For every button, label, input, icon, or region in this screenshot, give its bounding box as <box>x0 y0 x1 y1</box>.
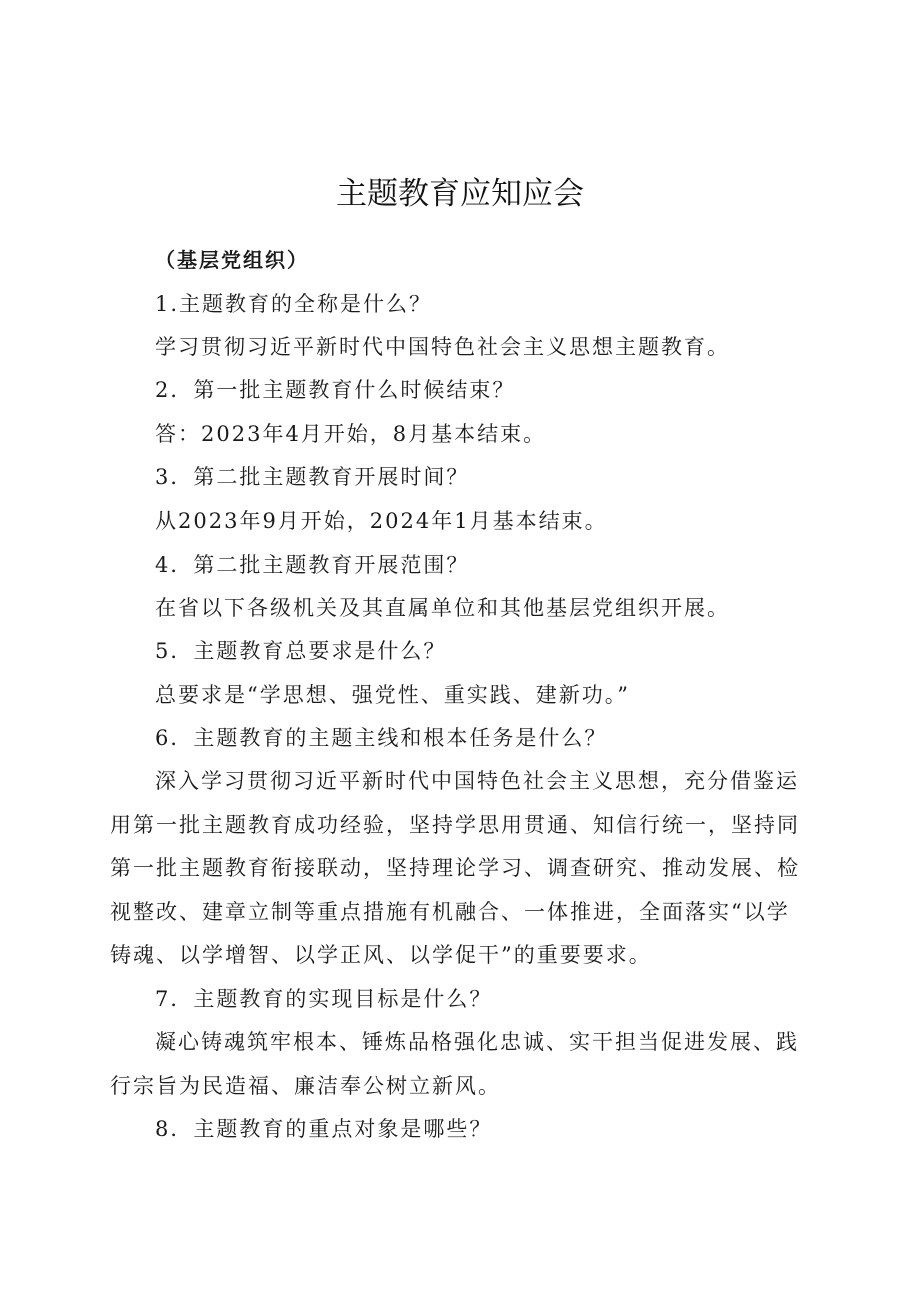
question-6: 6．主题教育的主题主线和根本任务是什么？ <box>155 726 608 750</box>
answer-4: 在省以下各级机关及其直属单位和其他基层党组织开展。 <box>155 596 730 620</box>
answer-6-line-5: 铸魂、以学增智、以学正风、以学促干”的重要要求。 <box>110 943 652 967</box>
answer-3: 从2023年9月开始，2024年1月基本结束。 <box>155 509 608 533</box>
question-5: 5．主题教育总要求是什么？ <box>155 639 447 663</box>
answer-5: 总要求是“学思想、强党性、重实践、建新功。” <box>155 683 630 707</box>
question-3: 3．第二批主题教育开展时间？ <box>155 465 470 489</box>
answer-7-line-2: 行宗旨为民造福、廉洁奉公树立新风。 <box>110 1074 501 1098</box>
answer-1: 学习贯彻习近平新时代中国特色社会主义思想主题教育。 <box>155 335 730 359</box>
question-8: 8．主题教育的重点对象是哪些？ <box>155 1117 493 1141</box>
question-7: 7．主题教育的实现目标是什么？ <box>155 987 493 1011</box>
question-4: 4．第二批主题教育开展范围？ <box>155 553 470 577</box>
question-2: 2．第一批主题教育什么时候结束？ <box>155 378 516 402</box>
answer-6-line-4: 视整改、建章立制等重点措施有机融合、一体推进，全面落实“以学 <box>110 900 790 924</box>
answer-2: 答：2023年4月开始，8月基本结束。 <box>155 422 547 446</box>
document-title: 主题教育应知应会 <box>336 176 584 212</box>
answer-6-line-3: 第一批主题教育衔接联动，坚持理论学习、调查研究、推动发展、检 <box>110 856 800 880</box>
answer-6-line-1: 深入学习贯彻习近平新时代中国特色社会主义思想，充分借鉴运 <box>155 769 799 793</box>
answer-7-line-1: 凝心铸魂筑牢根本、锤炼品格强化忠诚、实干担当促进发展、践 <box>155 1030 799 1054</box>
document-subtitle: （基层党组织） <box>155 248 309 272</box>
question-1: 1.主题教育的全称是什么？ <box>155 292 433 316</box>
answer-6-line-2: 用第一批主题教育成功经验，坚持学思用贯通、知信行统一，坚持同 <box>110 813 800 837</box>
